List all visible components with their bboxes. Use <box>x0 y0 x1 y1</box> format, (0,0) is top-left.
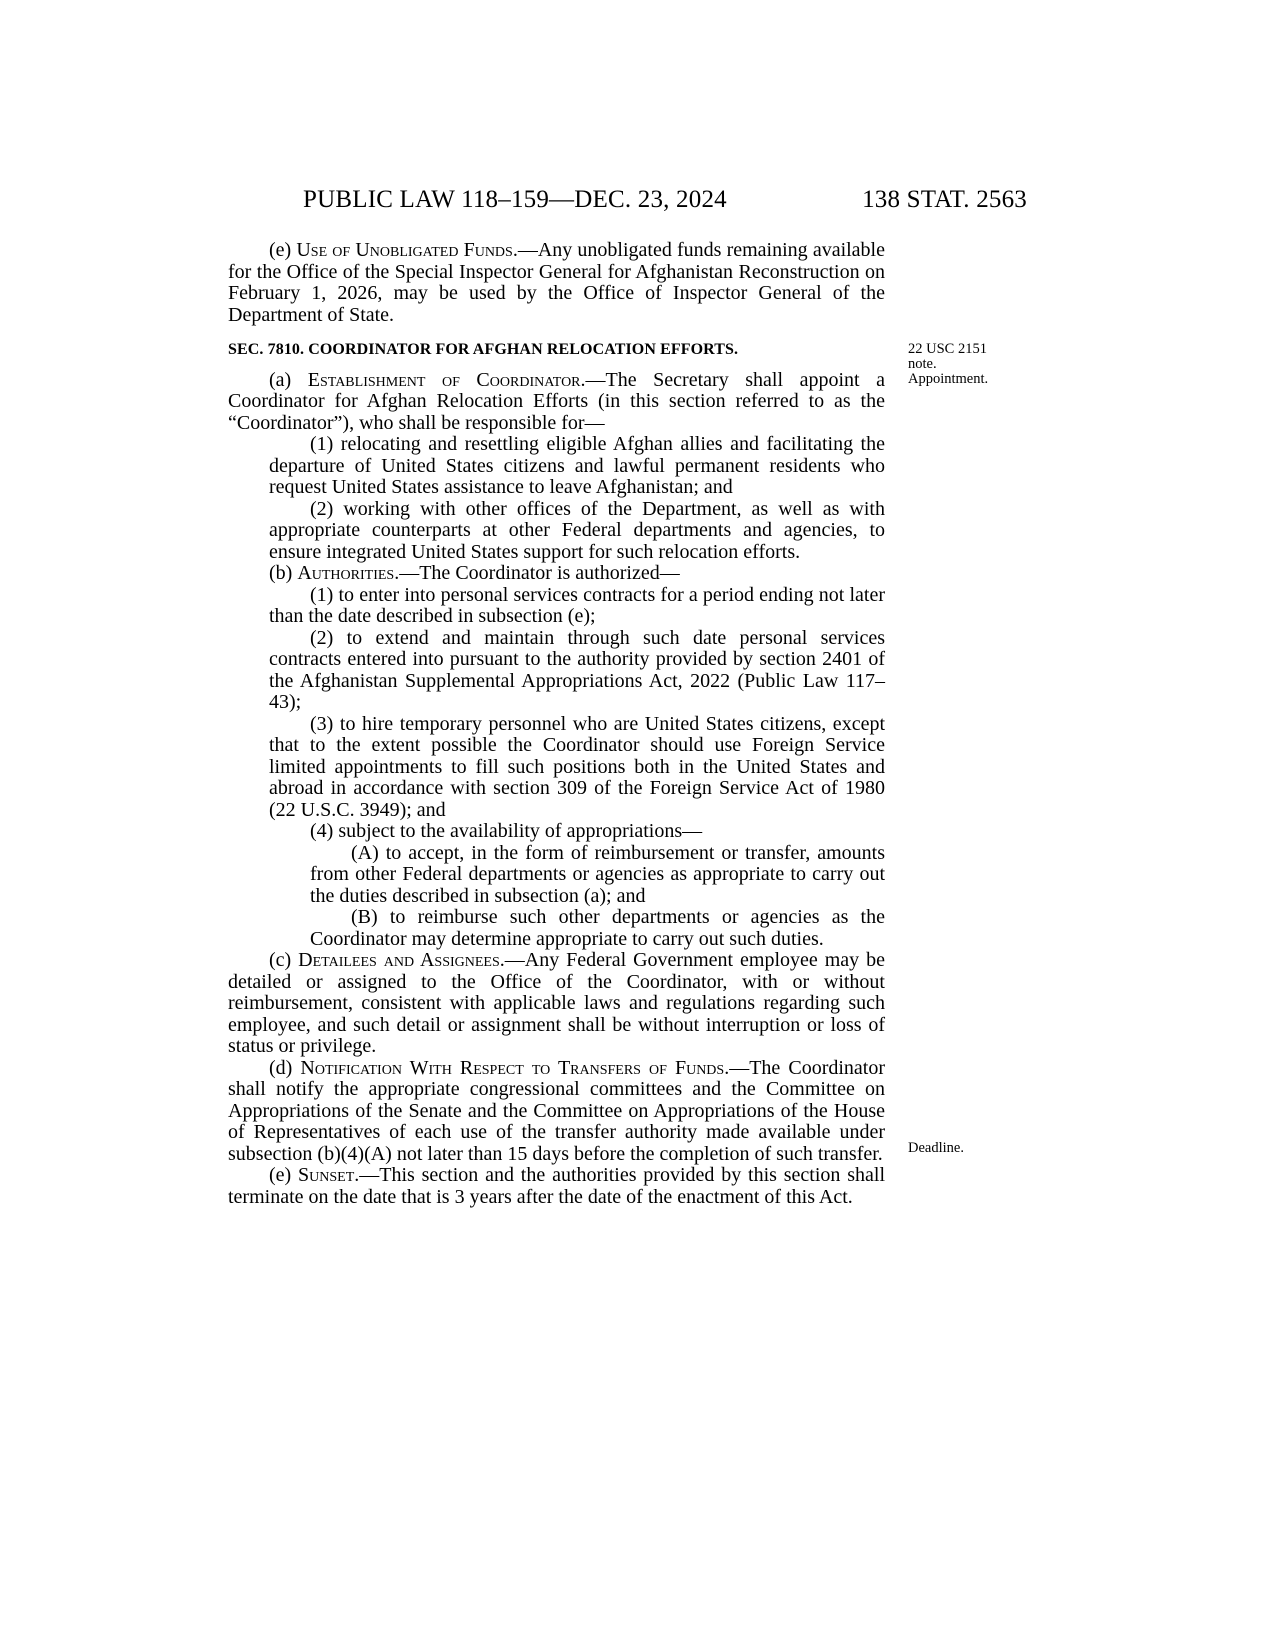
page-header <box>0 186 1275 220</box>
law-citation-title: PUBLIC LAW 118–159—DEC. 23, 2024 <box>303 186 727 213</box>
paragraph-b2: (2) to extend and maintain through such date personal services contracts entered into pursuant to the authority provided by section 2401 of the Afghanistan Supplemental Appropriations Act, 2022 (Public Law 117–43); <box>269 626 885 713</box>
paragraph-b1: (1) to enter into personal services contracts for a period ending not later than the date described in subsection (e); <box>269 583 885 627</box>
subsection-e-sunset: (e) Sunset.—This section and the authorities provided by this section shall terminate on the date that is 3 years after the date of the enactment of this Act. <box>228 1164 886 1208</box>
subparagraph-b4A: (A) to accept, in the form of reimbursement or transfer, amounts from other Federal departments or agencies as appropriate to carry out the duties described in subsection (a); and <box>310 841 885 907</box>
margin-note-usc <box>908 342 988 387</box>
margin-note-appointment: Appointment. <box>908 371 989 387</box>
subparagraph-b4B: (B) to reimburse such other departments or agencies as the Coordinator may determine appropriate to carry out such duties. <box>310 906 885 950</box>
margin-note-usc-line: 22 USC 2151 <box>908 341 987 357</box>
subsection-d: (d) Notification With Respect to Transfers of Funds.—The Coordinator shall notify the appropriate congressional committees and the Committee on Appropriations of the Senate and the Committee on Appropriations of the House of Representatives of each use of the transfer authority made available under subsection (b)(4)(A) not later than 15 days before the completion of such transfer. <box>228 1056 886 1165</box>
margin-note-usc-line: note. <box>908 356 937 372</box>
subsection-b: (b) Authorities.—The Coordinator is authorized— <box>269 562 680 584</box>
statutes-page-number: 138 STAT. 2563 <box>862 186 1027 213</box>
paragraph-a1: (1) relocating and resettling eligible Afghan allies and facilitating the departure of United States citizens and lawful permanent residents who request United States assistance to leave Afghanistan; and <box>269 433 885 498</box>
subsection-e-unobligated-funds: (e) Use of Unobligated Funds.—Any unobligated funds remaining available for the Office of the Special Inspector General for Afghanistan Reconstruction on February 1, 2026, may be used by the Office of Inspector General of the Department of State. <box>228 239 885 326</box>
subsection-a: (a) Establishment of Coordinator.—The Secretary shall appoint a Coordinator for Afghan Relocation Efforts (in this section referred to as the “Coordinator”), who shall be responsible for— <box>228 368 886 434</box>
paragraph-b4: (4) subject to the availability of appropriations— <box>310 820 703 842</box>
paragraph-b3: (3) to hire temporary personnel who are United States citizens, except that to the extent possible the Coordinator should use Foreign Service limited appointments to fill such positions both in the United States and abroad in accordance with section 309 of the Foreign Service Act of 1980 (22 U.S.C. 3949); and <box>269 712 885 821</box>
subsection-c: (c) Detailees and Assignees.—Any Federal Government employee may be detailed or assigned to the Office of the Coordinator, with or without reimbursement, consistent with applicable laws and regulations regarding such employee, and such detail or assignment shall be without interruption or loss of status or privilege. <box>228 949 885 1057</box>
document-body <box>228 240 885 1208</box>
paragraph-a2: (2) working with other offices of the Department, as well as with appropriate counterparts at other Federal departments and agencies, to ensure integrated United States support for such relocation efforts. <box>269 497 885 563</box>
margin-note-deadline: Deadline. <box>908 1140 964 1156</box>
section-heading: SEC. 7810. COORDINATOR FOR AFGHAN RELOCATION EFFORTS. <box>228 341 739 358</box>
